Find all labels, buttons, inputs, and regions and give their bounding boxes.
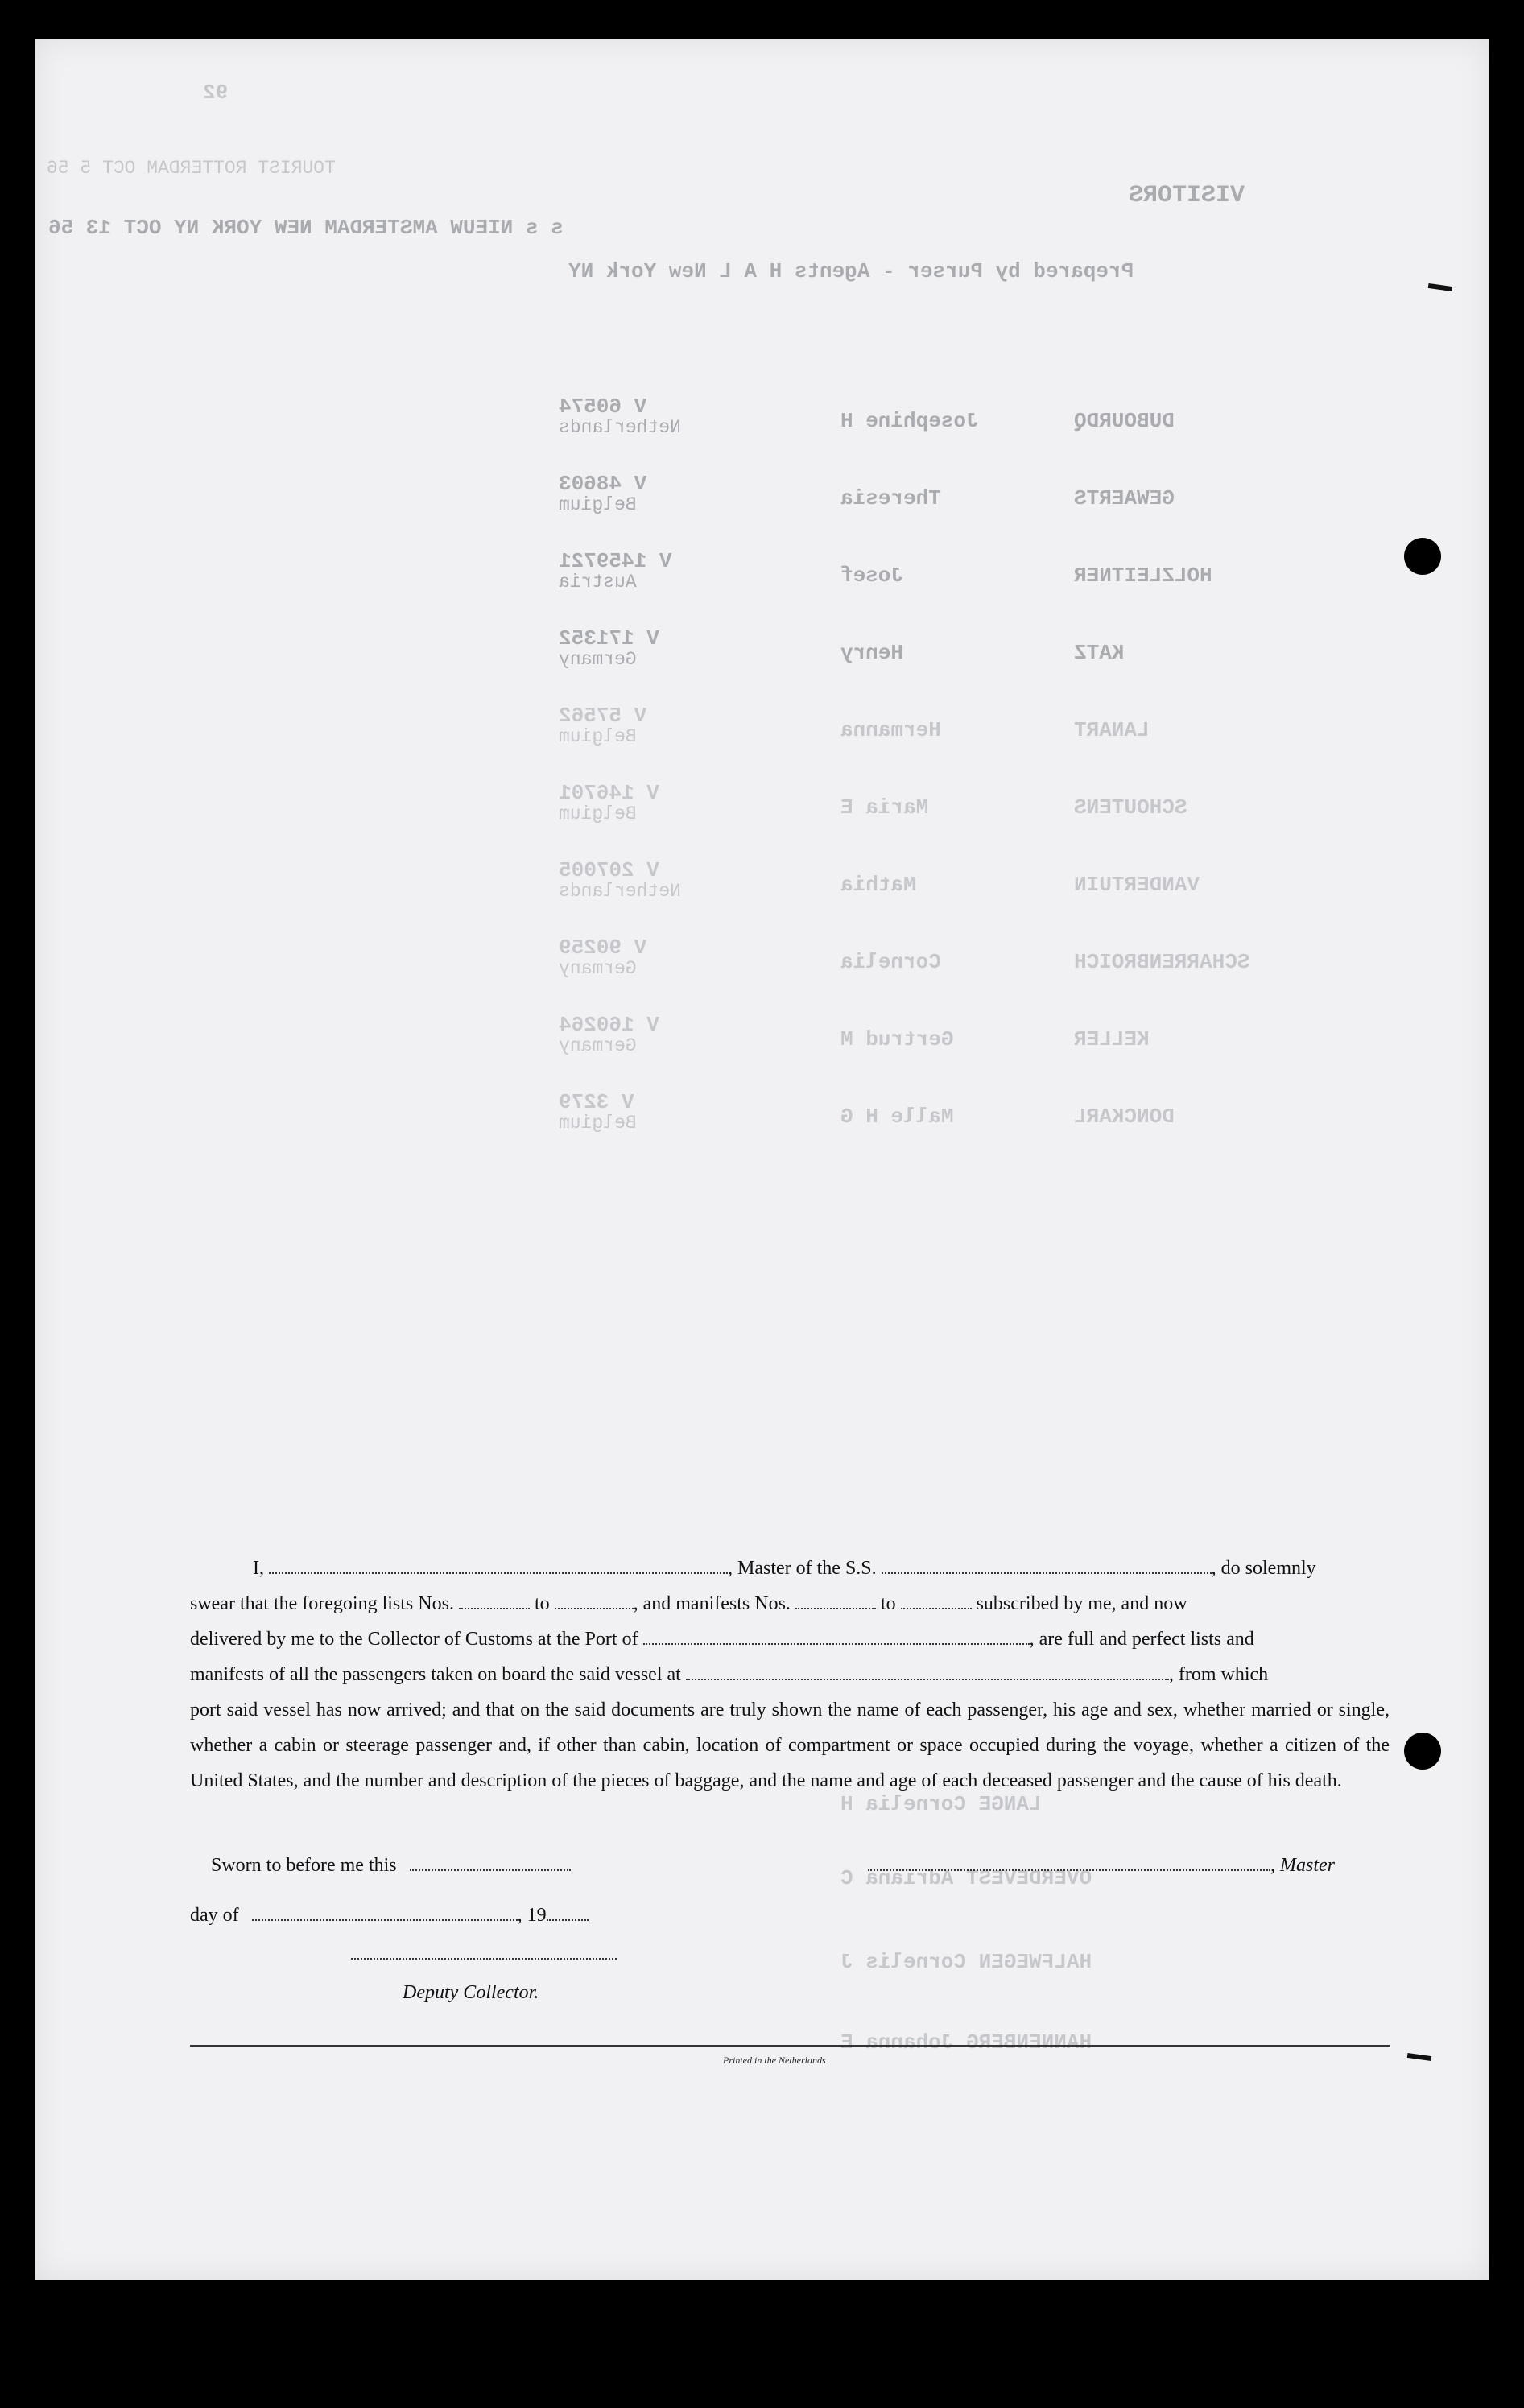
document-page [35,39,1489,2280]
ship-name-blank[interactable] [882,1556,1212,1574]
oath-line-1 [190,1551,1390,1586]
ghost-row-ref: V 3279 [559,1090,634,1114]
sworn-line [211,1853,571,1877]
ghost-row-given: Malle H G [840,1105,954,1129]
footer-rule [190,2045,1390,2047]
printed-in-label: Printed in the Netherlands [723,2055,826,2066]
sworn-date-blank[interactable] [410,1853,571,1871]
departure-port-blank[interactable] [686,1662,1169,1680]
ghost-row-country: Belgium [559,803,637,824]
ghost-row-country: Belgium [559,1113,637,1134]
oath-text: , are full and perfect lists and [1029,1629,1254,1650]
ghost-row-ref: V 60574 [559,394,647,419]
oath-body: port said vessel has now arrived; and that on the said documents are truly shown the name of each passenger, his age and sex, whether married or single, whether a cabin or steerage passenger and, if other than cabin, location of compartment or space occupied during the voyage, whether a citizen of the United States, and the number and description of the pieces of baggage, and the name and age of each deceased passenger and the cause of his death. [190,1700,1390,1791]
oath-text: I, [253,1558,264,1579]
ghost-row-given: Henry [840,641,904,665]
ghost-row-surname: KATZ [1074,641,1125,665]
oath-text: , do solemnly [1211,1558,1316,1579]
ghost-row-given: Mathia [840,873,916,897]
ghost-row-ref: V 48603 [559,472,647,496]
ghost-visitors: VISITORS [1129,182,1245,209]
punch-hole-bottom [1404,1733,1441,1770]
ghost-low-3: HALFWEGEN Cornelis J [840,1950,1092,1974]
day-line [190,1903,589,1927]
ghost-prepared-line: Prepared by Purser - Agents H A L New York NY [568,259,1134,283]
ghost-row-country: Netherlands [559,417,681,438]
day-blank[interactable] [252,1903,518,1921]
lists-from-blank[interactable] [459,1592,530,1609]
ghost-row-ref: V 90259 [559,936,647,960]
master-signature-line [868,1853,1335,1877]
lists-to-blank[interactable] [555,1592,634,1609]
ghost-row-ref: V 171352 [559,626,659,651]
ghost-row-given: Cornelia [840,950,941,974]
ghost-row-country: Germany [559,649,637,670]
ghost-row-surname: DONCKARL [1074,1105,1175,1129]
year-blank[interactable] [547,1903,589,1921]
oath-text: manifests of all the passengers taken on board the said vessel at [190,1664,681,1685]
deputy-signature-blank-line [351,1942,617,1965]
ghost-low-1: LANGE Cornelia H [840,1792,1042,1816]
ghost-row-given: Theresia [840,486,941,510]
ghost-row-surname: DUBOURDQ [1074,409,1175,433]
ghost-page-number: 92 [203,81,229,105]
deputy-signature-blank[interactable] [351,1942,617,1960]
ghost-row-given: Josephine H [840,409,979,433]
port-blank[interactable] [643,1627,1030,1645]
master-name-blank[interactable] [269,1556,728,1574]
ghost-row-given: Maria E [840,795,929,820]
ghost-low-4: HANNENBERG Johanna E [840,2030,1092,2055]
ghost-row-surname: GEWAERTS [1074,486,1175,510]
oath-text: , from which [1168,1664,1269,1685]
sworn-label: Sworn to before me this [211,1855,397,1876]
oath-text: swear that the foregoing lists Nos. [190,1593,454,1614]
ghost-ship-line: s s NIEUW AMSTERDAM NEW YORK NY OCT 13 56 [48,216,564,240]
ghost-row-country: Germany [559,1035,637,1056]
oath-text: subscribed by me, and now [976,1593,1187,1614]
day-of-label: day of [190,1905,239,1926]
oath-text: , and manifests Nos. [633,1593,791,1614]
ghost-row-country: Netherlands [559,881,681,902]
ghost-row-ref: V 1459721 [559,549,672,573]
master-signature-blank[interactable] [868,1853,1270,1871]
ghost-row-country: Belgium [559,726,637,747]
oath-text: to [880,1593,896,1614]
ghost-row-given: Gertrud M [840,1027,954,1051]
oath-line-4 [190,1657,1390,1692]
ghost-row-surname: HOLZLEITNER [1074,564,1212,588]
deputy-collector-label: Deputy Collector. [403,1982,539,2003]
ghost-low-2: OVERDEVEST Adriana C [840,1866,1092,1890]
ghost-row-country: Austria [559,572,637,593]
punch-hole-top [1404,538,1441,575]
oath-text: , Master of the S.S. [728,1558,877,1579]
ghost-row-surname: SCHOUTENS [1074,795,1187,820]
master-label: , Master [1270,1855,1335,1876]
ghost-row-ref: V 160264 [559,1013,659,1037]
oath-text: to [534,1593,550,1614]
oath-line-2 [190,1586,1390,1621]
oath-block [190,1551,1390,1799]
ghost-row-surname: VANDERTUIN [1074,873,1200,897]
ghost-row-ref: V 146701 [559,781,659,805]
ghost-row-country: Germany [559,958,637,979]
ghost-row-ref: V 57562 [559,704,647,728]
manifests-to-blank[interactable] [901,1592,972,1609]
manifests-from-blank[interactable] [795,1592,876,1609]
oath-line-3 [190,1621,1390,1657]
ghost-row-country: Belgium [559,494,637,515]
ghost-row-surname: SCHARRENBROICH [1074,950,1250,974]
oath-text: delivered by me to the Collector of Customs at the Port of [190,1629,638,1650]
ghost-row-ref: V 207005 [559,858,659,882]
ghost-row-surname: KELLER [1074,1027,1150,1051]
ghost-top-line: TOURIST ROTTERDAM OCT 5 56 [47,158,336,179]
ghost-row-surname: LANART [1074,718,1150,742]
year-label: , 19 [517,1905,547,1926]
ghost-row-given: Hermanna [840,718,941,742]
ghost-row-given: Josef [840,564,904,588]
